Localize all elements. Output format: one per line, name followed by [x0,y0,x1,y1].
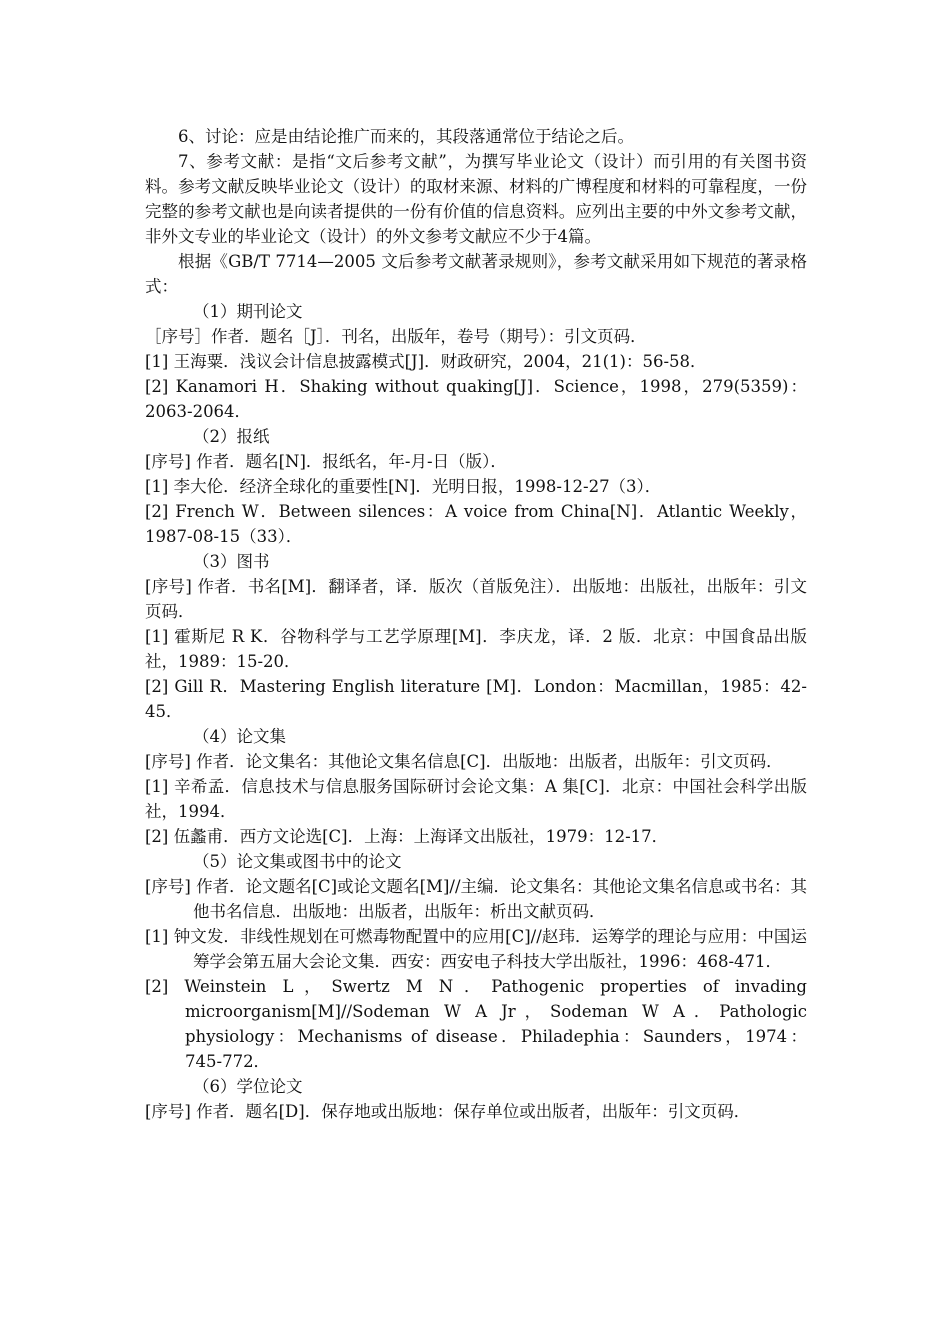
paragraph: [序号] 作者．论文题名[C]或论文题名[M]//主编．论文集名：其他论文集名信息或书名：其他书名信息．出版地：出版者，出版年：析出文献页码． [145,877,808,921]
paragraph: [2] Weinstein L，Swertz M N．Pathogenic properties of invading microorganism[M]//Sodeman W A Jr，Sodeman W A．Pathologic physiology：Mechanisms of disease．Philadephia：Saunders，1974：745-772． [145,977,807,1071]
paragraph: [1] 李大伦．经济全球化的重要性[N]．光明日报，1998-12-27（3）． [145,477,662,496]
paragraph: [1] 辛希孟．信息技术与信息服务国际研讨会论文集：A 集[C]．北京：中国社会科学出版社，1994． [145,777,807,821]
paragraph: （6）学位论文 [193,1077,303,1096]
paragraph: 根据《GB/T 7714—2005 文后参考文献著录规则》，参考文献采用如下规范的著录格式： [145,252,807,296]
document-body [145,124,807,1124]
paragraph: [1] 王海粟．浅议会计信息披露模式[J]．财政研究，2004，21(1)：56-58． [145,352,707,371]
paragraph: [序号] 作者．题名[N]．报纸名，年-月-日（版）． [145,452,507,471]
paragraph: （5）论文集或图书中的论文 [193,852,402,871]
paragraph: （4）论文集 [193,727,286,746]
paragraph: [1] 钟文发．非线性规划在可燃毒物配置中的应用[C]//赵玮．运筹学的理论与应用：中国运筹学会第五届大会论文集．西安：西安电子科技大学出版社，1996：468-471． [145,927,807,971]
paragraph: （3）图书 [193,552,270,571]
paragraph: （2）报纸 [193,427,270,446]
paragraph: [2] Gill R．Mastering English literature [M]．London：Macmillan，1985：42-45． [145,677,807,721]
paragraph: [2] French W．Between silences：A voice from China[N]．Atlantic Weekly，1987-08-15（33）． [145,502,807,546]
paragraph: 7、参考文献：是指“文后参考文献”，为撰写毕业论文（设计）而引用的有关图书资料。参考文献反映毕业论文（设计）的取材来源、材料的广博程度和材料的可靠程度，一份完整的参考文献也是向读者提供的一份有价值的信息资料。应列出主要的中外文参考文献，非外文专业的毕业论文（设计）的外文参考文献应不少于4篇。 [145,152,807,246]
paragraph: （1）期刊论文 [193,302,303,321]
paragraph: [序号] 作者．论文集名：其他论文集名信息[C]．出版地：出版者，出版年：引文页码． [145,752,783,771]
paragraph: [序号] 作者．书名[M]．翻译者，译．版次（首版免注）．出版地：出版社，出版年：引文页码． [145,577,807,621]
paragraph: ［序号］作者．题名［J］．刊名，出版年，卷号（期号）：引文页码． [145,327,647,346]
paragraph: [2] 伍蠡甫．西方文论选[C]．上海：上海译文出版社，1979：12-17． [145,827,669,846]
paragraph: [1] 霍斯尼 R K．谷物科学与工艺学原理[M]．李庆龙，译．2 版．北京：中国食品出版社，1989：15-20． [145,627,807,671]
paragraph: [2] Kanamori H．Shaking without quaking[J]．Science，1998，279(5359)：2063-2064． [145,377,807,421]
paragraph: 6、讨论：应是由结论推广而来的，其段落通常位于结论之后。 [178,127,634,146]
paragraph: [序号] 作者．题名[D]．保存地或出版地：保存单位或出版者，出版年：引文页码． [145,1102,751,1121]
